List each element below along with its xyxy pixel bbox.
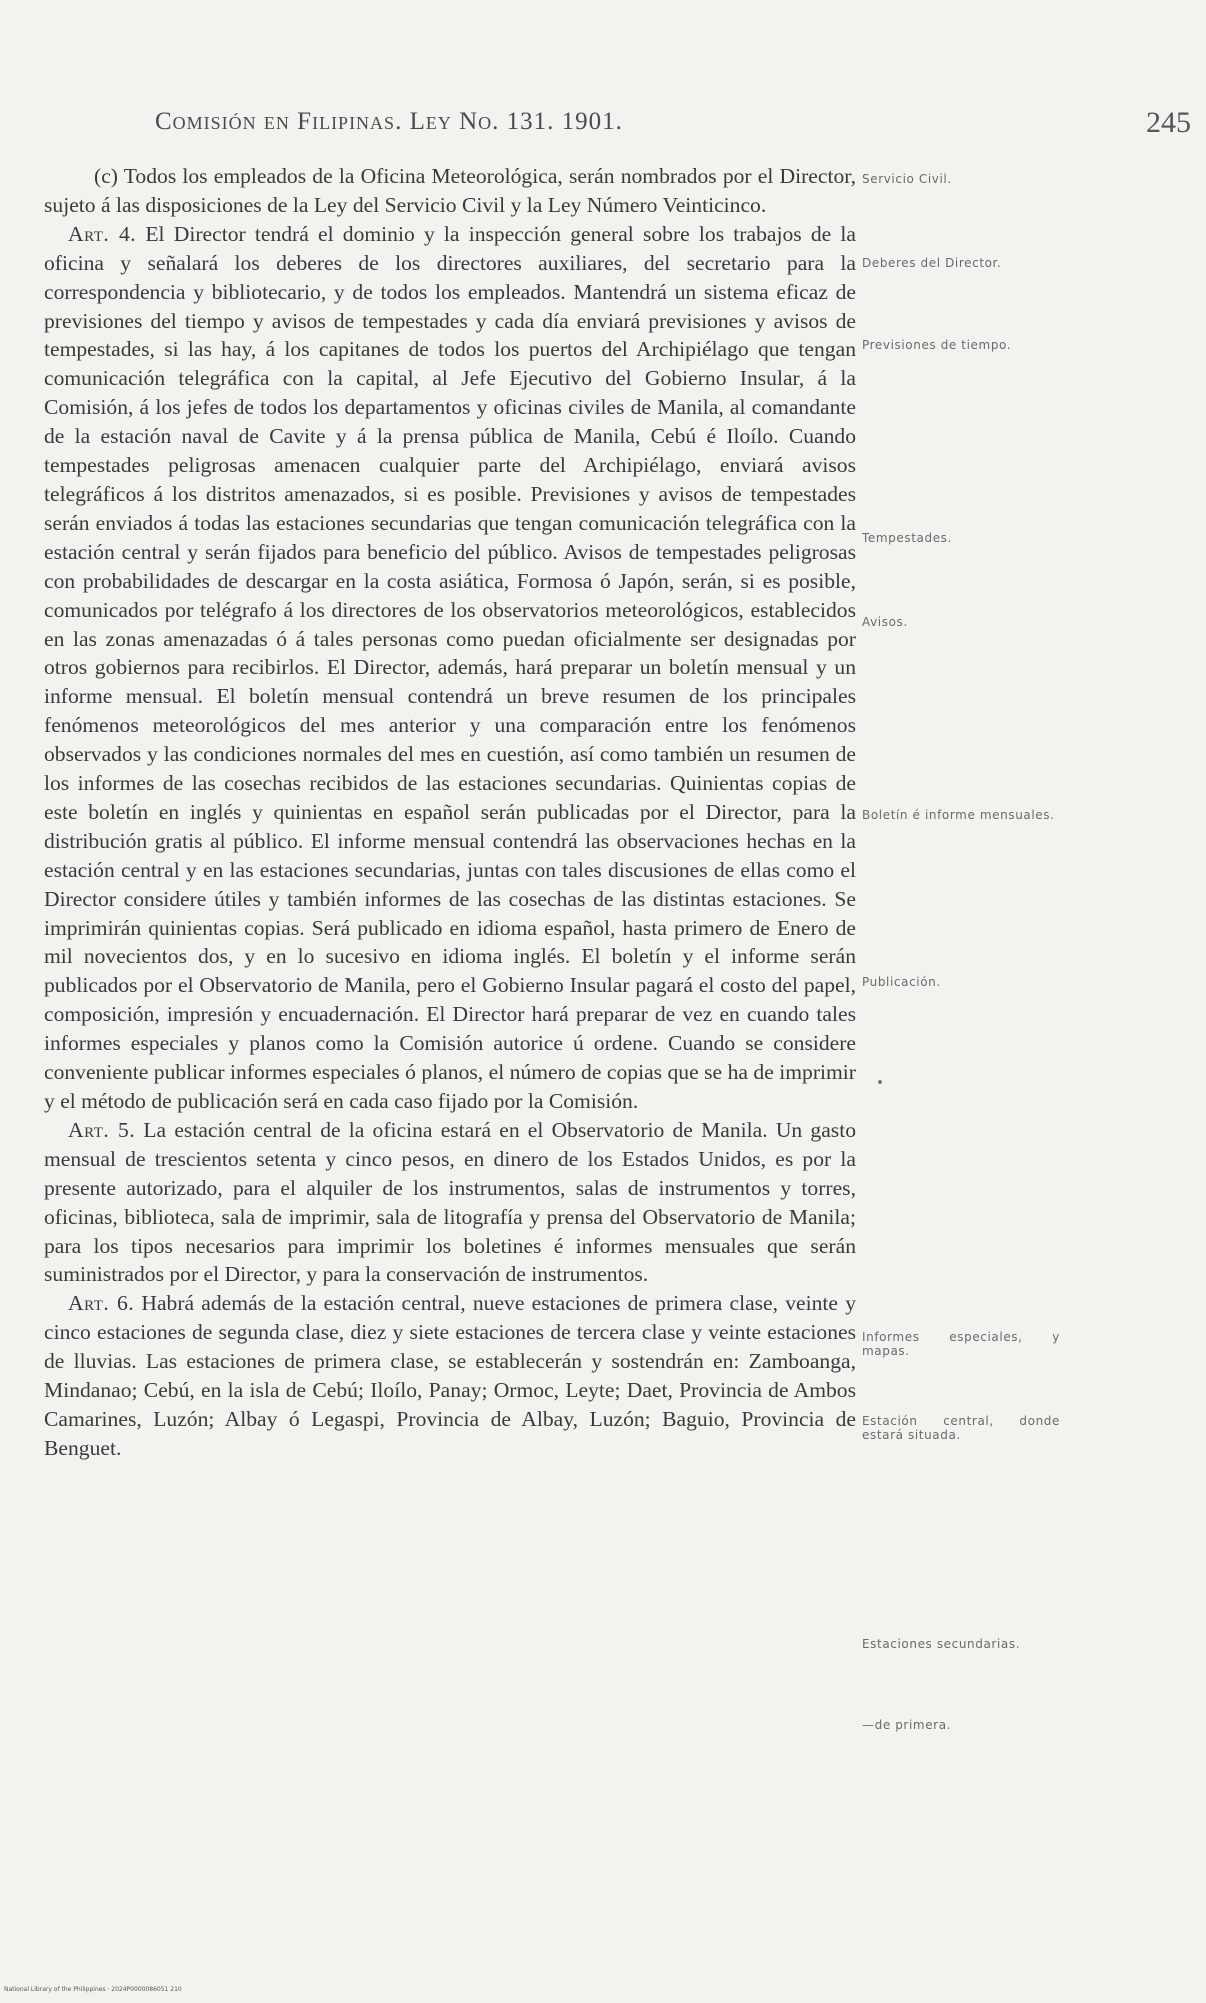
margin-note-boletin: Boletín é informe mensuales. — [862, 808, 1055, 822]
margin-note-informes-especiales: Informes especiales, y mapas. — [862, 1330, 1060, 1358]
body-text — [44, 162, 856, 1463]
paragraph-art-4 — [44, 220, 856, 1116]
paragraph-text: El Director tendrá el dominio y la inspección general sobre los trabajos de la oficina y señalará los deberes de los directores auxiliares, del secretario para la correspondencia y bibliotecario, y de todos los empleados. Mantendrá un sistema eficaz de previsiones del tiempo y avisos de tempestades y cada día enviará previsiones y avisos de tempestades, si las hay, á los capitanes de todos los puertos del Archipiélago que tengan comunicación telegráfica con la capital, al Jefe Ejecutivo del Gobierno Insular, á la Comisión, á los jefes de todos los departamentos y oficinas civiles de Manila, al comandante de la estación naval de Cavite y á la prensa pública de Manila, Cebú é Iloílo. Cuando tempestades peligrosas amenacen cualquier parte del Archipiélago, enviará avisos telegráficos á los distritos amenazados, si es posible. Previsiones y avisos de tempestades serán enviados á todas las estaciones secundarias que tengan comunicación telegráfica con la estación central y serán fijados para beneficio del público. Avisos de tempestades peligrosas con probabilidades de descargar en la costa asiática, Formosa ó Japón, serán, si es posible, comunicados por telégrafo á los directores de los observatorios meteorológicos, establecidos en las zonas amenazadas ó á tales personas como puedan oficialmente ser designadas por otros gobiernos para recibirlos. El Director, además, hará preparar un boletín mensual y un informe mensual. El boletín mensual contendrá un breve resumen de los principales fenómenos meteorológicos del mes anterior y una comparación entre los fenómenos observados y las condiciones normales del mes en cuestión, así como también un resumen de los informes de las cosechas recibidos de las estaciones secundarias. Quinientas copias de este boletín en inglés y quinientas en español serán publicadas por el Director, para la distribución gratis al público. El informe mensual contendrá las observaciones hechas en la estación central y en las estaciones secundarias, juntas con tales discusiones de ellas como el Director considere útiles y también informes de las cosechas de las distintas estaciones. Se imprimirán quinientas copias. Será publicado en idioma español, hasta primero de Enero de mil novecientos dos, y en lo sucesivo en idioma inglés. El boletín y el informe serán publicados por el Observatorio de Manila, pero el Gobierno Insular pagará el costo del papel, composición, impresión y encuadernación. El Director hará preparar de vez en cuando tales informes especiales y planos como la Comisión autorice ú ordene. Cuando se considere conveniente publicar informes especiales ó planos, el número de copias que se ha de imprimir y el método de publicación será en cada caso fijado por la Comisión. — [44, 221, 857, 1113]
running-head: Comisión en Filipinas. Ley No. 131. 1901. — [155, 108, 623, 135]
margin-note-estacion-central: Estación central, donde estará situada. — [862, 1414, 1060, 1442]
page-header — [155, 108, 1191, 144]
margin-note-avisos: Avisos. — [862, 615, 908, 629]
margin-note-publicacion: Publicación. — [862, 975, 941, 989]
article-label: Art. 5. — [68, 1117, 136, 1142]
paragraph-text: La estación central de la oficina estará en el Observatorio de Manila. Un gasto mensual de trescientos setenta y cinco pesos, en dinero de los Estados Unidos, es por la presente autorizado, para el alquiler de los instrumentos, salas de instrumentos y torres, oficinas, biblioteca, sala de imprimir, sala de litografía y prensa del Observatorio de Manila; para los tipos necesarios para imprimir los boletines é informes mensuales que serán suministrados por el Director, y para la conservación de instrumentos. — [44, 1117, 857, 1287]
margin-note-deberes: Deberes del Director. — [862, 256, 1002, 270]
paragraph-c — [44, 162, 856, 220]
paragraph-art-5 — [44, 1116, 856, 1289]
paragraph-text: (c) Todos los empleados de la Oficina Meteorológica, serán nombrados por el Director, sujeto á las disposiciones de la Ley del Servicio Civil y la Ley Número Veinticinco. — [44, 164, 856, 217]
margin-note-de-primera: —de primera. — [862, 1718, 952, 1732]
margin-note-servicio-civil: Servicio Civil. — [862, 172, 952, 186]
article-label: Art. 4. — [68, 221, 137, 246]
paragraph-art-6 — [44, 1289, 856, 1462]
page-number: 245 — [1146, 106, 1191, 139]
margin-note-previsiones: Previsiones de tiempo. — [862, 338, 1012, 352]
margin-note-tempestades: Tempestades. — [862, 531, 952, 545]
scan-footer: National Library of the Philippines · 2024P0000086051 210 — [4, 1986, 182, 1993]
paragraph-text: Habrá además de la estación central, nueve estaciones de primera clase, veinte y cinco estaciones de segunda clase, diez y siete estaciones de tercera clase y veinte estaciones de lluvias. Las estaciones de primera clase, se establecerán y sostendrán en: Zamboanga, Mindanao; Cebú, en la isla de Cebú; Iloílo, Panay; Ormoc, Leyte; Daet, Provincia de Ambos Camarines, Luzón; Albay ó Legaspi, Provincia de Albay, Luzón; Baguio, Provincia de Benguet. — [44, 1291, 856, 1460]
margin-note-estaciones-secundarias: Estaciones secundarias. — [862, 1637, 1021, 1651]
article-label: Art. 6. — [68, 1291, 135, 1316]
stray-dot — [878, 1080, 882, 1084]
